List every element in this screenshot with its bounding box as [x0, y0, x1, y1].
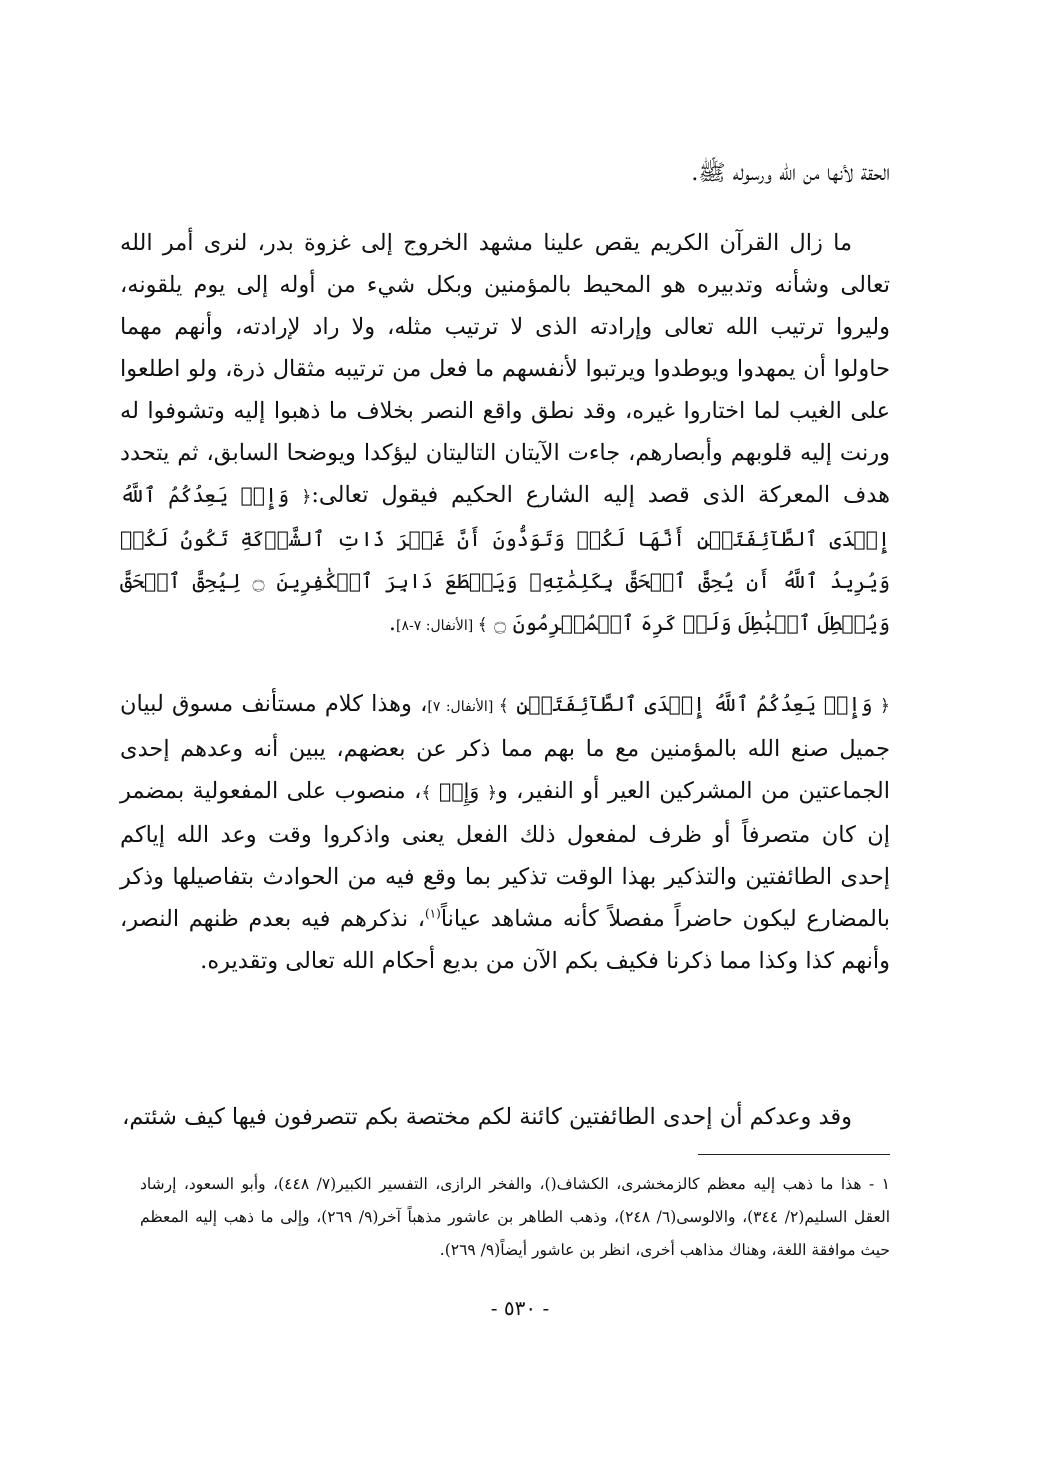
- commentary-text-c: ، نذكرهم فيه بعدم ظنهم النصر، وأنهم كذا وكذا مما ذكرنا فكيف بكم الآن من بديع أحكام الله تعالى وتقديره.: [120, 906, 890, 974]
- paragraph-badr-scene: [120, 222, 890, 647]
- paragraph-intro-text: ما زال القرآن الكريم يقص علينا مشهد الخروج إلى غزوة بدر، لنرى أمر الله تعالى وشأنه وتدبيره هو المحيط بالمؤمنين وبكل شيء من أوله إلى يوم يلقونه، وليروا ترتيب الله تعالى وإرادته الذى لا ترتيب مثله، ولا راد لإرادته، وأنهم مهما حاولوا أن يمهدوا ويوطدوا ويرتبوا لأنفسهم ما فعل من ترتيبه مثقال ذرة، ولو اطلعوا على الغيب لما اختاروا غيره، وقد نطق واقع النصر بخلاف ما ذهبوا إليه وتشوفوا له ورنت إليه قلوبهم وأبصارهم، جاءت الآيتان التاليتان ليؤكدا ويوضحا السابق، ثم يتحدد هدف المعركة الذى قصد إليه الشارع الحكيم فيقول تعالى:: [120, 230, 890, 508]
- paragraph-promise: وقد وعدكم أن إحدى الطائفتين كائنة لكم مختصة بكم تتصرفون فيها كيف شئتم،: [122, 1104, 852, 1130]
- footnote-divider: [698, 1154, 890, 1155]
- paragraph-verse-commentary: [120, 683, 890, 982]
- verse-citation: [الأنفال: ٧-٨]: [396, 618, 478, 634]
- quran-bracket-close: ﴾: [498, 696, 509, 716]
- footnote-text: ١ - هذا ما ذهب إليه معظم كالزمخشرى، الكشاف()، والفخر الرازى، التفسير الكبير(٧/ ٤٤٨)، وأبو السعود، إرشاد العقل السليم(٢/ ٣٤٤)، والالوسى(٦/ ٢٤٨)، وذهب الطاهر بن عاشور مذهباً آخر(٩/ ٢٦٩)، وإلى ما ذهب إليه المعظم حيث موافقة اللغة، وهناك مذاهب أخرى، انظر بن عاشور أيضاً(٩/ ٢٦٩).: [140, 1175, 891, 1259]
- quran-bracket-close: ﴾: [421, 783, 432, 803]
- commentary-text-b: ، منصوب على المفعولية بمضمر إن كان متصرفاً أو ظرف لمفعول ذلك الفعل يعنى واذكروا وقت وعد الله إياكم إحدى الطائفتين والتذكير بهذا الوقت تذكير بما وقع فيه من الحوادث بتفاصيلها وذكر بالمضارع ليكون حاضراً مفصلاً كأنه مشاهد عياناً: [120, 778, 891, 932]
- footnote-reference[interactable]: (١): [424, 906, 441, 921]
- quran-bracket-open: ﴿: [880, 696, 890, 716]
- quran-bracket-close: ﴾: [477, 615, 488, 635]
- quran-bracket-open: ﴿: [301, 487, 312, 507]
- quran-bracket-open: ﴿: [486, 783, 497, 803]
- page-number: - ٥٣٠ -: [490, 1296, 550, 1320]
- quran-verse-anfal-7-8: وَإِذۡ يَعِدُكُمُ ٱللَّهُ إِحۡدَى ٱلطَّآئِفَتَيۡنِ أَنَّهَا لَكُمۡ وَتَوَدُّونَ أَنَّ غَيۡرَ ذَاتِ ٱلشَّوۡكَةِ تَكُونُ لَكُمۡ وَيُرِيدُ ٱللَّهُ أَن يُحِقَّ ٱلۡحَقَّ بِكَلِمَٰتِهِۦ وَيَقۡطَعَ دَابِرَ ٱلۡكَٰفِرِينَ ۝ لِيُحِقَّ ٱلۡحَقَّ وَيُبۡطِلَ ٱلۡبَٰطِلَ وَلَوۡ كَرِهَ ٱلۡمُجۡرِمُونَ ۝: [120, 483, 891, 635]
- quran-verse-anfal-7: وَإِذۡ يَعِدُكُمُ ٱللَّهُ إِحۡدَى ٱلطَّآئِفَتَيۡنِ: [508, 692, 881, 716]
- lead-line: الحقة لأنها من الله ورسوله ﷺ.: [691, 160, 890, 186]
- verse-citation: [الأنفال: ٧]: [427, 699, 499, 715]
- commentary-text-a: ، وهذا كلام مستأنف مسوق لبيان جميل صنع الله بالمؤمنين مع ما بهم مما ذكر عن بعضهم، يبين أنه وعدهم إحدى الجماعتين من المشركين العير أو النفير، و: [120, 691, 890, 804]
- quran-word-idh: وَإِذۡ: [431, 779, 487, 803]
- sentence-end: .: [388, 610, 397, 636]
